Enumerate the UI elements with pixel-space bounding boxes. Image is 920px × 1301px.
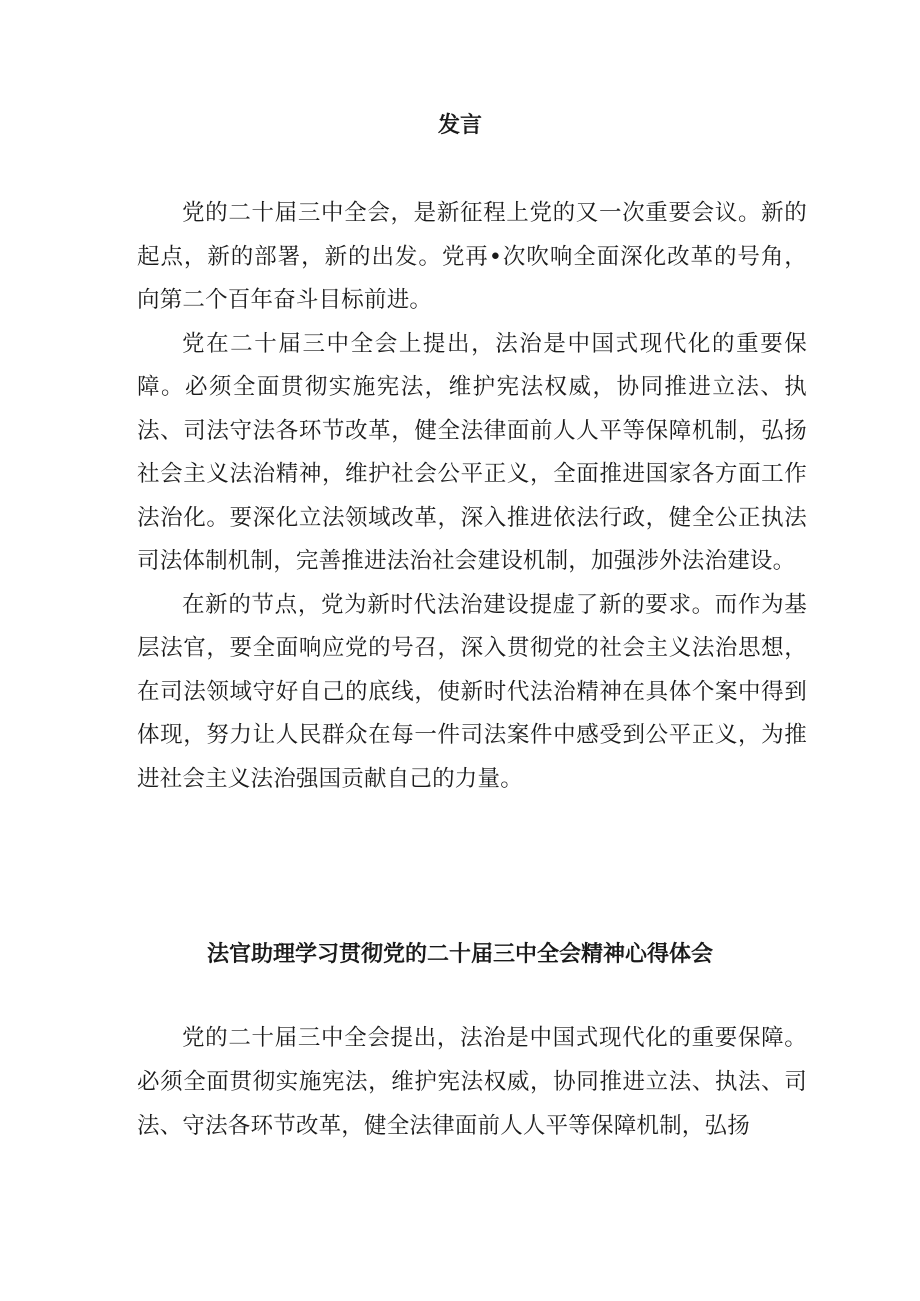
section-1-title: 发言 [437, 113, 482, 138]
paragraph: 党的二十届三中全会提出，法治是中国式现代化的重要保障。必须全面贯彻实施宪法，维护宪法权威，协同推进立法、执法、司法、守法各环节改革，健全法律面前人人平等保障机制，弘扬 [137, 1025, 807, 1139]
section-2-body [137, 1016, 807, 1148]
paragraph: 在新的节点，党为新时代法治建设提虚了新的要求。而作为基层法官，要全面响应党的号召，深入贯彻党的社会主义法治思想，在司法领域守好自己的底线，使新时代法治精神在具体个案中得到体现，努力让人民群众在每一件司法案件中感受到公平正义，为推进社会主义法治强国贡献自己的力量。 [137, 591, 807, 792]
section-2-title: 法官助理学习贯彻党的二十届三中全会精神心得体会 [206, 942, 713, 967]
section-1-body [137, 192, 807, 801]
paragraph: 党的二十届三中全会，是新征程上党的又一次重要会议。新的起点，新的部署，新的出发。党再•次吹响全面深化改革的号角，向第二个百年奋斗目标前进。 [137, 200, 807, 313]
paragraph: 党在二十届三中全会上提出，法治是中国式现代化的重要保障。必须全面贯彻实施宪法，维护宪法权威，协同推进立法、执法、司法守法各环节改革，健全法律面前人人平等保障机制，弘扬社会主义法治精神，维护社会公平正义，全面推进国家各方面工作法治化。要深化立法领域改革，深入推进依法行政，健全公正执法司法体制机制，完善推进法治社会建设机制，加强涉外法治建设。 [137, 330, 807, 574]
